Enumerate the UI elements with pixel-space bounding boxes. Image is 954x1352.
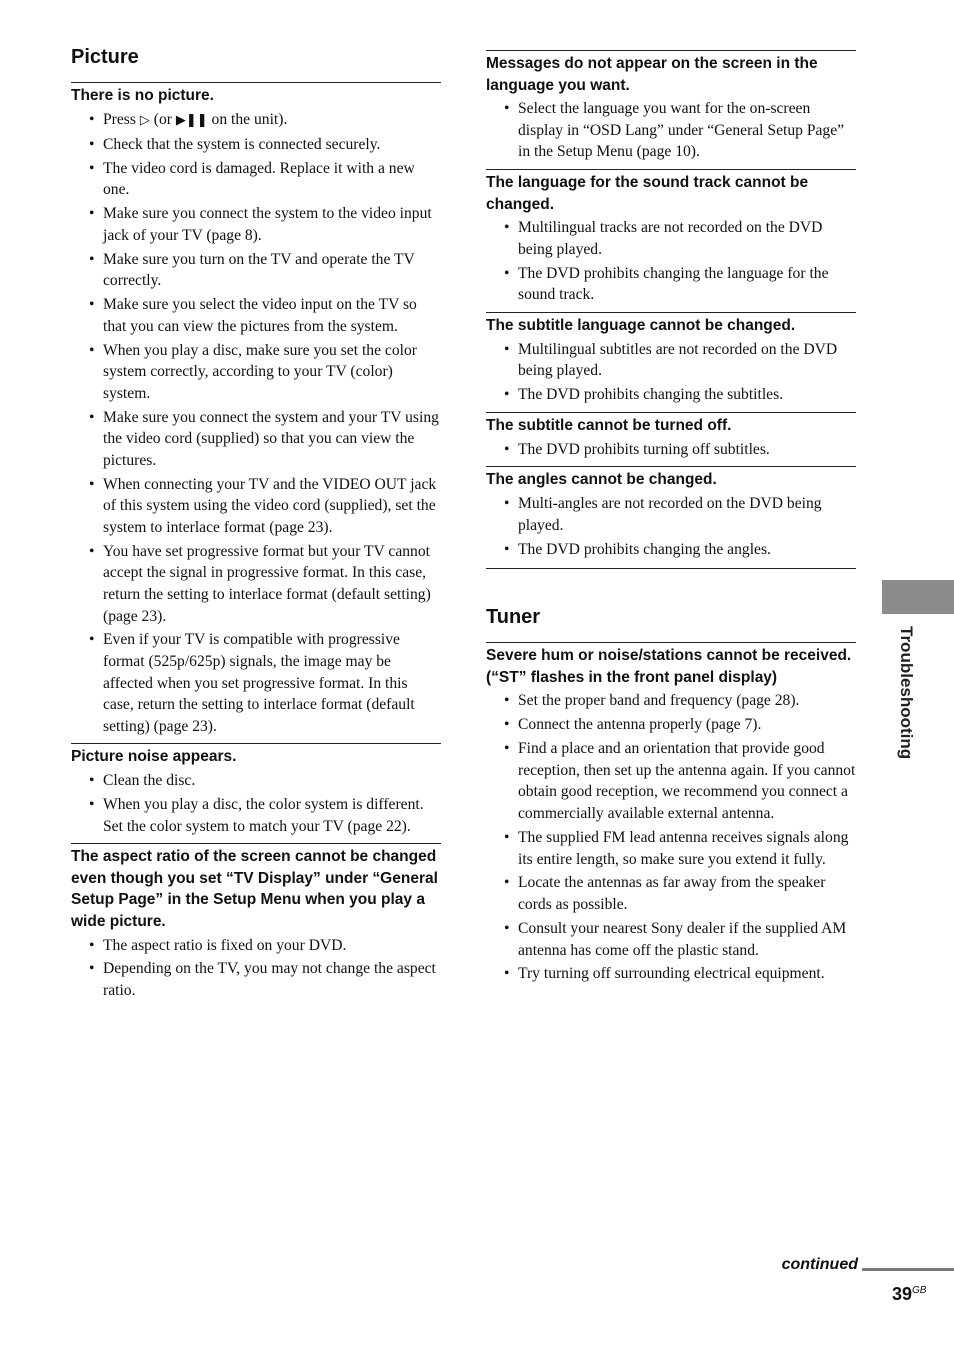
list-item: • The DVD prohibits changing the angles.	[486, 539, 856, 561]
list-item: • When connecting your TV and the VIDEO OUT jack of this system using the video cord (supplied), set the system to interlace format (page 23).	[71, 474, 441, 539]
problem-heading: The angles cannot be changed.	[486, 471, 717, 489]
list-item: • When you play a disc, the color system is different. Set the color system to match your TV (page 22).	[71, 794, 441, 837]
list-item: • The video cord is damaged. Replace it with a new one.	[71, 158, 441, 201]
troubleshoot-block-subtitle-off	[486, 413, 856, 466]
problem-heading: The subtitle language cannot be changed.	[486, 317, 796, 335]
list-item: • Make sure you connect the system and your TV using the video cord (supplied) so that you can view the pictures.	[71, 407, 441, 472]
list-item: • Make sure you select the video input on the TV so that you can view the pictures from the system.	[71, 294, 441, 337]
list-item: • Depending on the TV, you may not change the aspect ratio.	[71, 958, 441, 1001]
solution-list	[71, 109, 441, 738]
troubleshoot-block-no-picture	[71, 83, 441, 743]
solution-list	[71, 770, 441, 837]
solution-list	[486, 439, 856, 461]
list-item: • Multilingual subtitles are not recorded on the DVD being played.	[486, 339, 856, 382]
problem-heading: The language for the sound track cannot be changed.	[486, 174, 809, 213]
play-pause-icon: ▶❚❚	[175, 112, 208, 128]
page-number-suffix: GB	[912, 1285, 927, 1296]
list-item: • Multi-angles are not recorded on the DVD being played.	[486, 493, 856, 536]
problem-heading: The subtitle cannot be turned off.	[486, 416, 732, 434]
solution-list	[71, 935, 441, 1002]
troubleshoot-block-tuner-noise	[486, 643, 856, 991]
section-title-tuner: Tuner	[486, 606, 541, 629]
list-item: • Consult your nearest Sony dealer if the supplied AM antenna has come off the plastic stand.	[486, 918, 856, 961]
problem-heading: There is no picture.	[71, 87, 214, 104]
troubleshoot-block-angles	[486, 467, 856, 568]
chapter-tab-label	[890, 626, 920, 796]
problem-heading: Severe hum or noise/stations cannot be received. (“ST” flashes in the front panel display)	[486, 647, 852, 686]
list-item: • When you play a disc, make sure you set the color system correctly, according to your TV (color) system.	[71, 340, 441, 405]
right-column	[486, 0, 856, 991]
list-item: • Set the proper band and frequency (page 28).	[486, 690, 856, 712]
solution-list	[486, 339, 856, 406]
list-item: • Select the language you want for the on-screen display in “OSD Lang” under “General Setup Page” in the Setup Menu (page 10).	[486, 98, 856, 163]
list-item: • The DVD prohibits changing the language for the sound track.	[486, 263, 856, 306]
problem-heading: The aspect ratio of the screen cannot be changed even though you set “TV Display” under “General Setup Page” in the Setup Menu when you play a wide picture.	[71, 848, 438, 930]
page-number-value: 39	[892, 1284, 913, 1304]
troubleshoot-block-aspect-ratio	[71, 844, 441, 1007]
list-item: • Find a place and an orientation that provide good reception, then set up the antenna again. If you cannot obtain good reception, we recommend you connect a commercially available external antenna.	[486, 738, 856, 824]
list-item: • Try turning off surrounding electrical equipment.	[486, 963, 856, 985]
continued-label: continued	[781, 1256, 858, 1273]
list-item: • Multilingual tracks are not recorded on the DVD being played.	[486, 217, 856, 260]
list-item: • Even if your TV is compatible with progressive format (525p/625p) signals, the image may be affected when you set progressive format. In this case, return the setting to interlace format (default setting) (page 23).	[71, 629, 441, 737]
solution-list	[486, 98, 856, 163]
chapter-tab	[882, 580, 954, 614]
list-item: • You have set progressive format but your TV cannot accept the signal in progressive format. In this case, return the setting to interlace format (default setting) (page 23).	[71, 541, 441, 627]
solution-list	[486, 690, 856, 985]
play-icon: ▷	[139, 112, 150, 128]
list-item: • Make sure you turn on the TV and operate the TV correctly.	[71, 249, 441, 292]
list-item: • The aspect ratio is fixed on your DVD.	[71, 935, 441, 957]
solution-list	[486, 217, 856, 306]
list-item: • The DVD prohibits changing the subtitles.	[486, 384, 856, 406]
section-title-picture: Picture	[71, 46, 139, 68]
troubleshoot-block-sound-language	[486, 170, 856, 312]
list-item: • The supplied FM lead antenna receives signals along its entire length, so make sure you extend it fully.	[486, 827, 856, 870]
problem-heading: Picture noise appears.	[71, 748, 237, 766]
list-item: • Press ▷ (or ▶❚❚ on the unit).	[71, 109, 441, 132]
continued-line	[862, 1268, 954, 1271]
list-item: • Check that the system is connected securely.	[71, 134, 441, 156]
list-item: • Connect the antenna properly (page 7).	[486, 714, 856, 736]
troubleshoot-block-subtitle-language	[486, 313, 856, 412]
problem-heading: Messages do not appear on the screen in the language you want.	[486, 55, 818, 94]
page-number	[892, 1284, 926, 1305]
troubleshoot-block-osd-language	[486, 51, 856, 169]
list-item: • Make sure you connect the system to the video input jack of your TV (page 8).	[71, 203, 441, 246]
list-item: • The DVD prohibits turning off subtitles.	[486, 439, 856, 461]
chapter-label-text: Troubleshooting	[897, 626, 916, 760]
left-column	[71, 0, 441, 1008]
list-item: • Clean the disc.	[71, 770, 441, 792]
solution-list	[486, 493, 856, 560]
troubleshoot-block-picture-noise	[71, 744, 441, 843]
list-item: • Locate the antennas as far away from the speaker cords as possible.	[486, 872, 856, 915]
